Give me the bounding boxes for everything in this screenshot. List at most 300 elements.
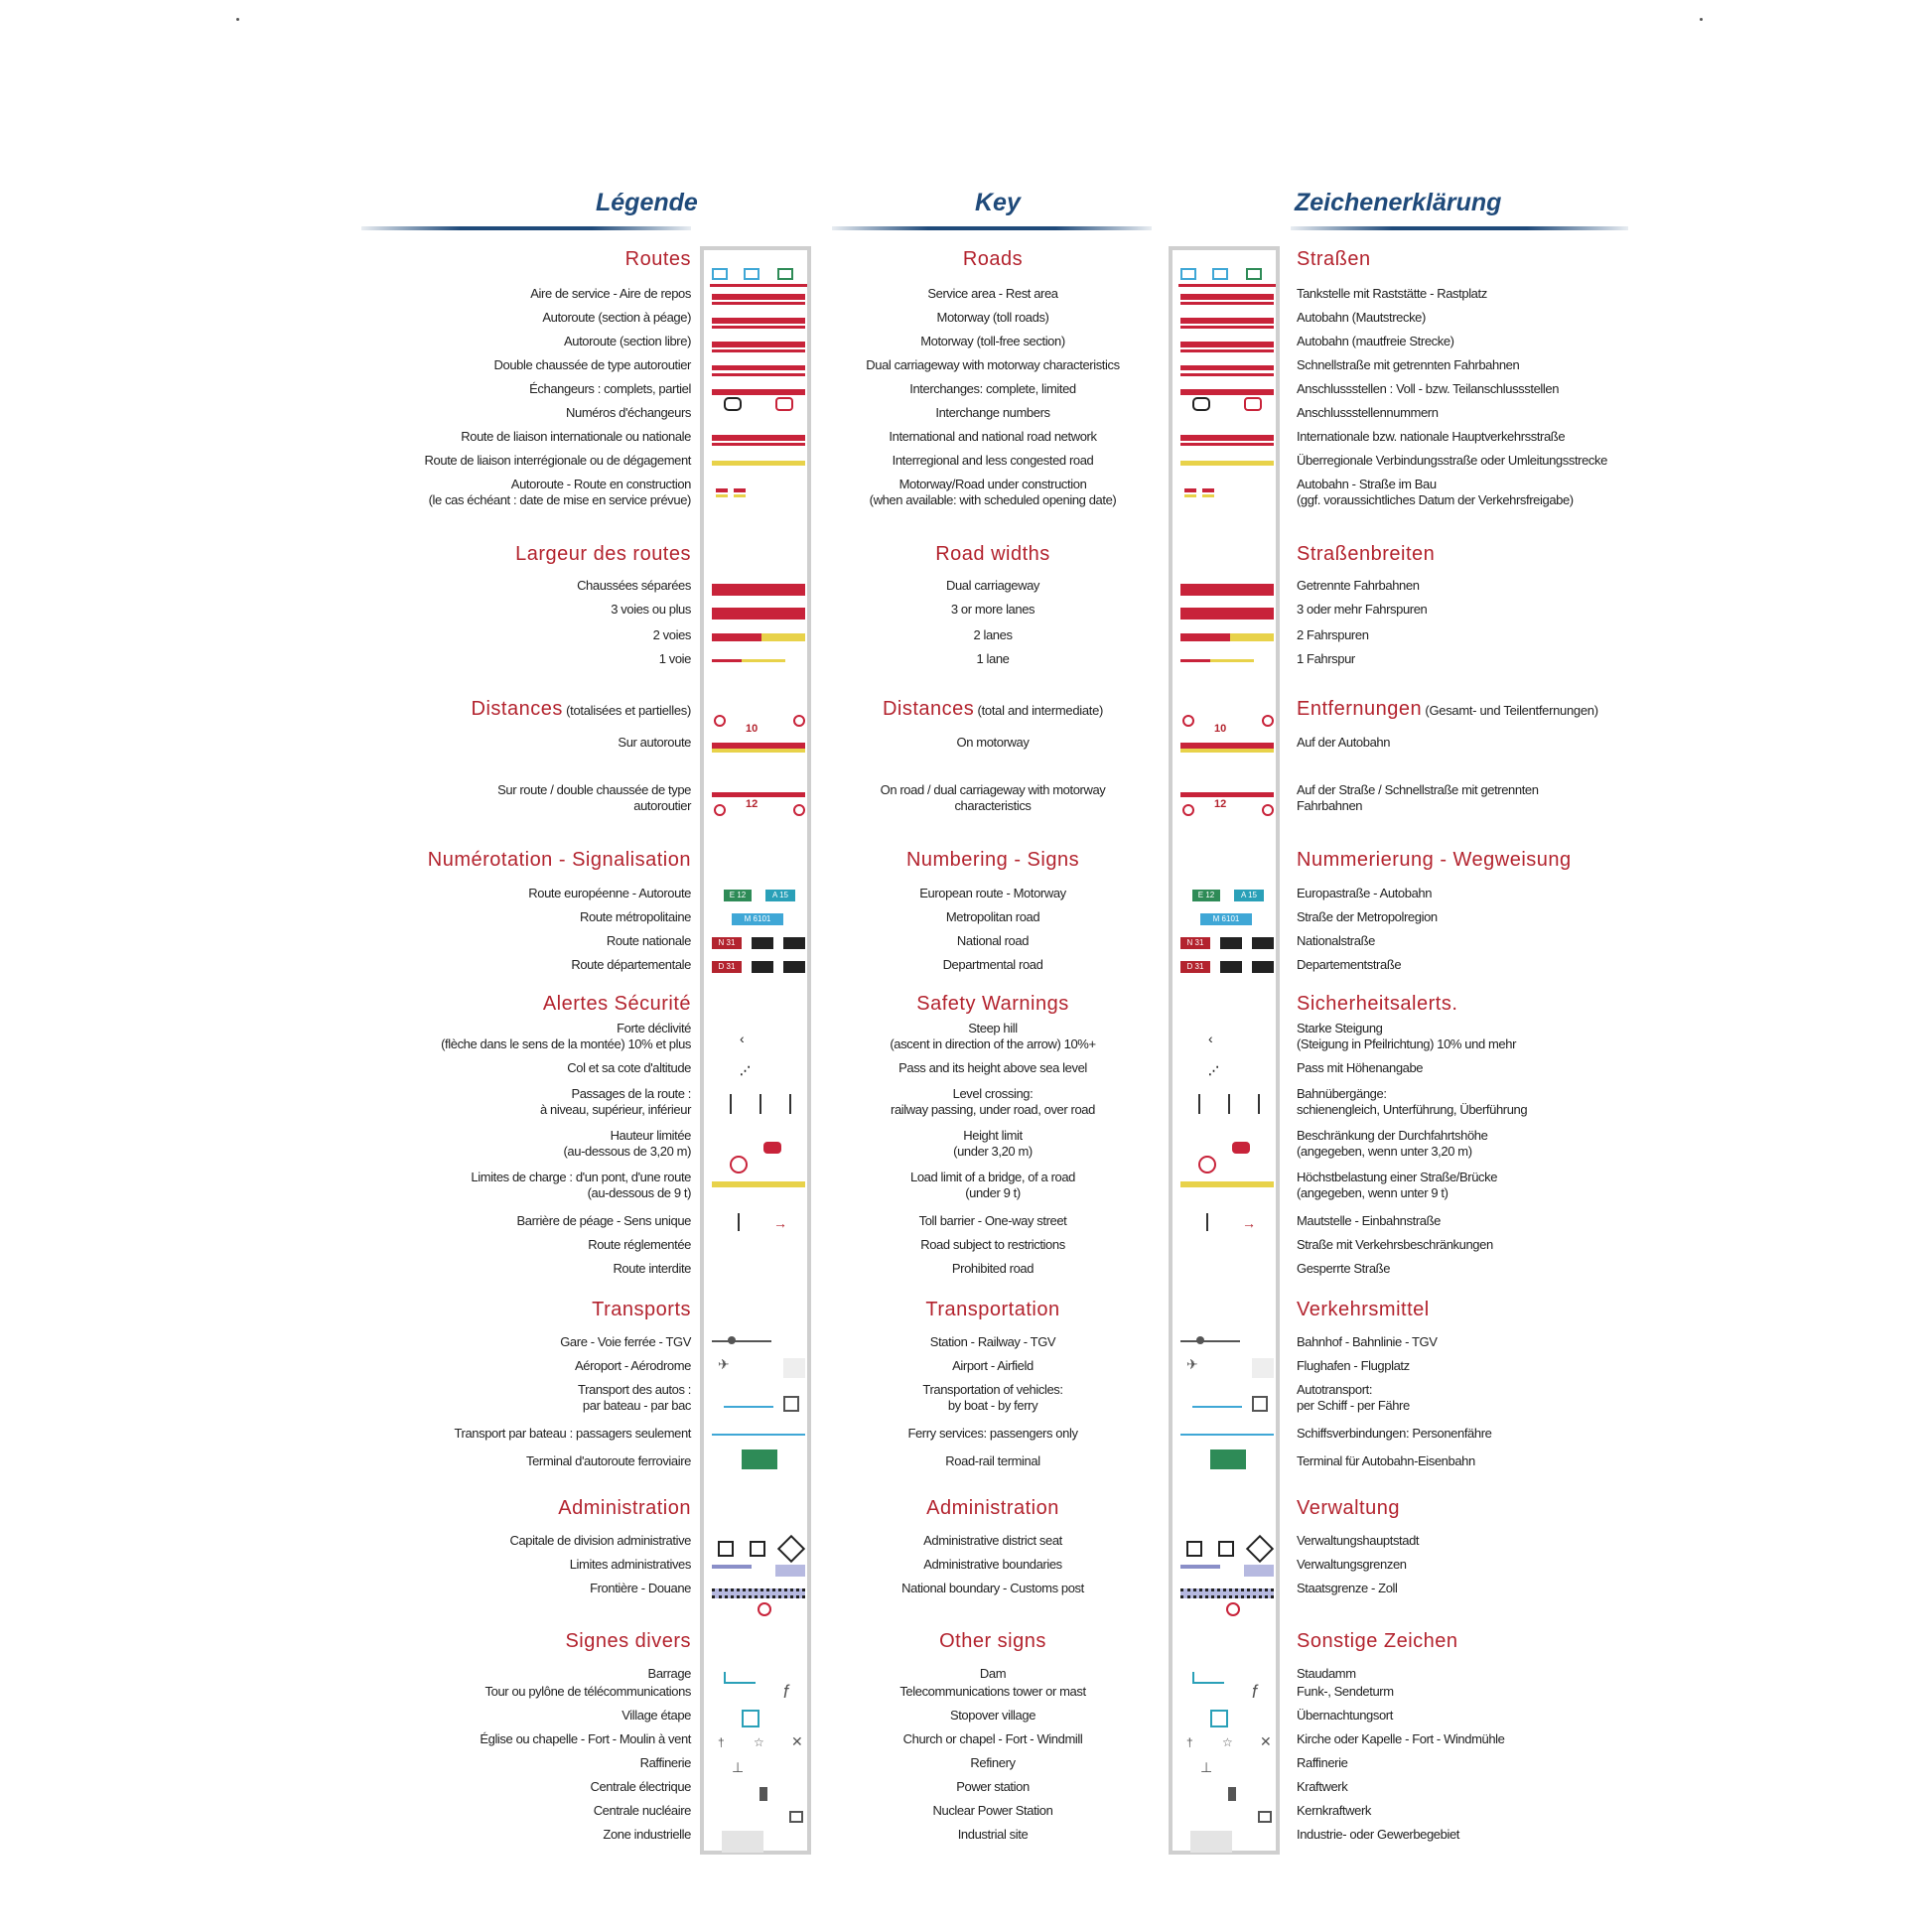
road-line <box>712 349 805 352</box>
legend-item-label: Interregional and less congested road <box>892 453 1094 468</box>
refinery-icon: ⊥ <box>732 1759 745 1775</box>
section-title <box>839 1497 1147 1520</box>
legend-item-label: Zone industrielle <box>603 1827 691 1842</box>
construction-dash <box>716 488 728 492</box>
legend-item-label: Auf der Straße / Schnellstraße mit getrennten Fahrbahnen <box>1297 782 1539 813</box>
road-number-sign: A 15 <box>765 890 795 901</box>
admin-boundary-line <box>775 1565 805 1577</box>
road-line <box>1180 326 1274 329</box>
distance-marker-icon <box>1182 804 1194 816</box>
legend-item-label: Bahnhof - Bahnlinie - TGV <box>1297 1334 1438 1349</box>
legend-item-label: Nationalstraße <box>1297 933 1375 948</box>
legend-item-label: Prohibited road <box>951 1261 1035 1276</box>
national-boundary-line <box>1180 1588 1274 1598</box>
road-width-line <box>712 633 761 641</box>
road-number-sign: D 31 <box>712 961 742 973</box>
legend-item-label: Schnellstraße mit getrennten Fahrbahnen <box>1297 357 1520 372</box>
road-line <box>712 365 805 370</box>
road-number-sign: M 6101 <box>732 913 783 925</box>
rest-area-icon <box>744 268 759 280</box>
section-title-text: Numbering - Signs <box>905 849 1080 871</box>
legend-item-label: Auf der Autobahn <box>1297 735 1391 750</box>
header-rule-french <box>361 226 691 230</box>
level-crossing-icon <box>730 1094 732 1114</box>
toll-barrier-icon <box>738 1213 740 1231</box>
legend-item-label: Departementstraße <box>1297 957 1402 972</box>
level-crossing-icon <box>759 1094 761 1114</box>
section-title-text: Administration <box>558 1497 691 1519</box>
distance-road-line <box>712 792 805 797</box>
construction-dash <box>734 494 746 497</box>
road-number-sign: E 12 <box>724 890 752 901</box>
legend-item-label: European route - Motorway <box>919 886 1066 900</box>
legend-item-label: Route interdite <box>613 1261 691 1276</box>
legend-item-label: Road subject to restrictions <box>920 1237 1065 1252</box>
section-title-text: Transports <box>592 1299 691 1320</box>
airport-icon: ✈ <box>718 1356 730 1372</box>
toll-barrier-icon <box>1206 1213 1208 1231</box>
airfield-icon <box>1252 1358 1274 1378</box>
road-number-sign <box>1252 961 1274 973</box>
railway-line <box>712 1340 771 1342</box>
section-title <box>565 1630 691 1653</box>
legend-item-label: Transportation of vehicles: by boat - by ferry <box>922 1382 1063 1413</box>
section-title-text: Verwaltung <box>1297 1497 1400 1519</box>
legend-item-label: Kirche oder Kapelle - Fort - Windmühle <box>1297 1731 1505 1746</box>
legend-item-label: Barrière de péage - Sens unique <box>516 1213 691 1228</box>
legend-item-label: Dam <box>979 1666 1007 1681</box>
distance-marker-icon <box>793 715 805 727</box>
road-number-sign <box>1252 937 1274 949</box>
legend-item-label: 2 voies <box>652 627 691 642</box>
rest-area-icon <box>1180 268 1196 280</box>
road-width-line <box>1180 584 1274 596</box>
district-seat-icon <box>1186 1541 1202 1557</box>
ferry-line <box>1192 1406 1242 1408</box>
section-title-text: Signes divers <box>565 1630 691 1652</box>
road-width-line <box>712 584 805 596</box>
legend-item-label: Limites de charge : d'un pont, d'une route (au-dessous de 9 t) <box>471 1170 691 1200</box>
road-number-sign <box>1220 937 1242 949</box>
section-note: (total and intermediate) <box>974 703 1104 718</box>
legend-item-label: Metropolitan road <box>945 909 1040 924</box>
section-title <box>839 1630 1147 1653</box>
section-title-text: Administration <box>926 1497 1059 1519</box>
legend-item-label: Mautstelle - Einbahnstraße <box>1297 1213 1441 1228</box>
stopover-village-icon <box>742 1710 759 1727</box>
road-number-sign: A 15 <box>1234 890 1264 901</box>
fort-icon: ☆ <box>1222 1735 1233 1749</box>
legend-item-label: Load limit of a bridge, of a road (under 9 t) <box>909 1170 1076 1200</box>
header-rule-german <box>1291 226 1628 230</box>
road-line <box>1180 443 1274 446</box>
legend-item-label: Überregionale Verbindungsstraße oder Umleitungsstrecke <box>1297 453 1607 468</box>
legend-item-label: Transport par bateau : passagers seulement <box>454 1426 691 1441</box>
section-title-text: Straßen <box>1297 248 1371 270</box>
legend-item-label: Limites administratives <box>569 1557 691 1572</box>
legend-item-label: 3 or more lanes <box>950 602 1035 617</box>
district-seat-icon <box>777 1535 805 1563</box>
section-title-text: Entfernungen <box>1297 698 1423 720</box>
road-width-line <box>1210 659 1254 662</box>
legend-item-label: Aire de service - Aire de repos <box>530 286 691 301</box>
road-number-sign <box>752 961 773 973</box>
station-icon <box>728 1336 736 1344</box>
legend-item-label: Funk-, Sendeturm <box>1297 1684 1394 1699</box>
legend-item-label: Power station <box>956 1779 1030 1794</box>
legend-item-label: Autoroute (section à péage) <box>542 310 691 325</box>
distance-number: 10 <box>1214 723 1227 735</box>
nuclear-station-icon <box>789 1811 803 1823</box>
construction-dash <box>1202 494 1214 497</box>
road-number-sign <box>752 937 773 949</box>
legend-item-label: On road / dual carriageway with motorway characteristics <box>880 782 1106 813</box>
legend-item-label: Height limit (under 3,20 m) <box>953 1128 1033 1159</box>
customs-post-icon <box>1226 1602 1240 1616</box>
distance-marker-icon <box>1262 804 1274 816</box>
section-title-text: Straßenbreiten <box>1297 543 1436 565</box>
section-title-text: Other signs <box>939 1630 1046 1652</box>
road-line <box>712 294 805 300</box>
district-seat-icon <box>750 1541 765 1557</box>
telecom-tower-icon: f <box>1252 1682 1258 1702</box>
road-line <box>1180 342 1274 347</box>
legend-item-label: Verwaltungsgrenzen <box>1297 1557 1407 1572</box>
airfield-icon <box>783 1358 805 1378</box>
distance-marker-icon <box>1262 715 1274 727</box>
section-title <box>625 248 691 271</box>
symbol-strip-left <box>700 246 811 1855</box>
legend-item-label: Interchanges: complete, limited <box>909 381 1076 396</box>
legend-item-label: Interchange numbers <box>935 405 1050 420</box>
section-title-text: Numérotation - Signalisation <box>427 849 691 871</box>
section-title-text: Road widths <box>935 543 1050 565</box>
legend-item-label: Höchstbelastung einer Straße/Brücke (angegeben, wenn unter 9 t) <box>1297 1170 1498 1200</box>
section-title <box>1297 698 1598 721</box>
legend-item-label: Tour ou pylône de télécommunications <box>484 1684 691 1699</box>
legend-item-label: Straße mit Verkehrsbeschränkungen <box>1297 1237 1493 1252</box>
distance-motorway-line <box>712 749 805 753</box>
legend-item-label: Chaussées séparées <box>577 578 691 593</box>
section-title-text: Transportation <box>925 1299 1060 1320</box>
rest-area-icon <box>712 268 728 280</box>
interchange-icon <box>724 397 742 411</box>
header-english: Key <box>975 189 1021 216</box>
distance-marker-icon <box>714 715 726 727</box>
fort-icon: ☆ <box>754 1735 764 1749</box>
road-number-sign: N 31 <box>1180 937 1210 949</box>
road-width-line <box>1180 633 1230 641</box>
legend-item-label: Church or chapel - Fort - Windmill <box>902 1731 1083 1746</box>
legend-item-label: Industrial site <box>957 1827 1029 1842</box>
distance-marker-icon <box>714 804 726 816</box>
legend-item-label: Aéroport - Aérodrome <box>574 1358 691 1373</box>
dam-icon <box>724 1672 756 1684</box>
road-line <box>712 318 805 324</box>
legend-item-label: Anschlussstellen : Voll - bzw. Teilanschlussstellen <box>1297 381 1560 396</box>
legend-item-label: Terminal d'autoroute ferroviaire <box>526 1453 691 1468</box>
header-french: Légende <box>596 189 698 216</box>
legend-item-label: Capitale de division administrative <box>509 1533 691 1548</box>
district-seat-icon <box>1246 1535 1274 1563</box>
legend-item-label: Ferry services: passengers only <box>907 1426 1078 1441</box>
section-title-text: Routes <box>624 248 691 270</box>
road-width-line <box>712 608 805 620</box>
legend-item-label: Raffinerie <box>639 1755 691 1770</box>
section-title <box>1297 849 1572 872</box>
legend-item-label: Route départementale <box>571 957 691 972</box>
customs-post-icon <box>758 1602 771 1616</box>
distance-marker-icon <box>793 804 805 816</box>
legend-item-label: Autobahn (Mautstrecke) <box>1297 310 1426 325</box>
road-width-line <box>761 633 805 641</box>
legend-item-label: Autobahn - Straße im Bau (ggf. voraussichtliches Datum der Verkehrsfreigabe) <box>1297 477 1574 507</box>
power-station-icon <box>759 1787 767 1801</box>
legend-item-label: Numéros d'échangeurs <box>566 405 691 420</box>
construction-dash <box>1202 488 1214 492</box>
section-title-text: Largeur des routes <box>515 543 691 565</box>
distance-motorway-line <box>1180 749 1274 753</box>
section-title-text: Sicherheitsalerts. <box>1297 993 1458 1015</box>
one-way-arrow-icon: → <box>1242 1215 1256 1231</box>
section-title <box>1297 248 1371 271</box>
interchange-icon <box>775 397 793 411</box>
legend-item-label: Stopover village <box>949 1708 1036 1723</box>
section-note: (Gesamt- und Teilentfernungen) <box>1422 703 1598 718</box>
legend-item-label: Europastraße - Autobahn <box>1297 886 1433 900</box>
distance-marker-icon <box>1182 715 1194 727</box>
legend-item-label: Internationale bzw. nationale Hauptverkehrsstraße <box>1297 429 1566 444</box>
legend-item-label: Beschränkung der Durchfahrtshöhe (angegeben, wenn unter 3,20 m) <box>1297 1128 1488 1159</box>
interregional-road-line <box>712 461 805 466</box>
legend-item-label: Centrale nucléaire <box>593 1803 691 1818</box>
legend-item-label: Telecommunications tower or mast <box>899 1684 1086 1699</box>
legend-item-label: Échangeurs : complets, partiel <box>529 381 691 396</box>
legend-item-label: Kernkraftwerk <box>1297 1803 1371 1818</box>
legend-item-label: Administrative district seat <box>923 1533 1062 1548</box>
section-title <box>839 248 1147 271</box>
construction-dash <box>716 494 728 497</box>
legend-item-label: Staatsgrenze - Zoll <box>1297 1581 1398 1595</box>
legend-item-label: Col et sa cote d'altitude <box>567 1060 691 1075</box>
legend-item-label: Refinery <box>970 1755 1016 1770</box>
church-icon: † <box>718 1735 725 1749</box>
telecom-tower-icon: f <box>783 1682 789 1702</box>
legend-item-label: Tankstelle mit Raststätte - Rastplatz <box>1297 286 1487 301</box>
one-way-arrow-icon: → <box>773 1215 787 1231</box>
road-width-line <box>1180 608 1274 620</box>
road-line <box>712 326 805 329</box>
road-number-sign: D 31 <box>1180 961 1210 973</box>
admin-boundary-line <box>1244 1565 1274 1577</box>
section-title-text: Distances <box>471 698 563 720</box>
windmill-icon: ✕ <box>1260 1733 1272 1749</box>
load-limit-icon <box>1232 1142 1250 1154</box>
steep-hill-icon: ‹ <box>740 1031 745 1046</box>
ferry-line <box>724 1406 773 1408</box>
section-title <box>428 849 691 872</box>
passenger-ferry-line <box>1180 1434 1274 1436</box>
legend-item-label: Motorway (toll-free section) <box>920 334 1065 348</box>
restricted-road-line <box>1180 1181 1274 1187</box>
legend-item-label: 3 voies ou plus <box>611 602 691 617</box>
nuclear-station-icon <box>1258 1811 1272 1823</box>
legend-item-label: Transport des autos : par bateau - par bac <box>578 1382 691 1413</box>
distance-number: 10 <box>746 723 759 735</box>
section-title <box>558 1497 691 1520</box>
stopover-village-icon <box>1210 1710 1228 1727</box>
section-title <box>839 543 1147 566</box>
power-station-icon <box>1228 1787 1236 1801</box>
legend-item-label: Steep hill (ascent in direction of the arrow) 10%+ <box>890 1021 1096 1051</box>
legend-item-label: Route européenne - Autoroute <box>528 886 691 900</box>
legend-item-label: 2 Fahrspuren <box>1297 627 1369 642</box>
legend-item-label: Pass and its height above sea level <box>898 1060 1087 1075</box>
road-number-sign <box>783 961 805 973</box>
road-rail-terminal-icon <box>742 1449 777 1469</box>
legend-item-label: Toll barrier - One-way street <box>918 1213 1067 1228</box>
road-line <box>712 435 805 441</box>
legend-item-label: Centrale électrique <box>590 1779 691 1794</box>
section-title-text: Distances <box>882 698 975 720</box>
level-crossing-icon <box>1258 1094 1260 1114</box>
rest-area-icon <box>1246 268 1262 280</box>
legend-item-label: Flughafen - Flugplatz <box>1297 1358 1410 1373</box>
legend-item-label: Hauteur limitée (au-dessous de 3,20 m) <box>563 1128 691 1159</box>
section-title <box>839 1299 1147 1321</box>
road-line <box>712 302 805 305</box>
legend-item-label: Anschlussstellennummern <box>1297 405 1439 420</box>
legend-item-label: Dual carriageway with motorway characteristics <box>866 357 1120 372</box>
legend-item-label: Gesperrte Straße <box>1297 1261 1391 1276</box>
section-title-text: Verkehrsmittel <box>1297 1299 1430 1320</box>
airport-icon: ✈ <box>1186 1356 1198 1372</box>
legend-item-label: Departmental road <box>942 957 1043 972</box>
legend-item-label: 1 voie <box>658 651 691 666</box>
railway-line <box>1180 1340 1240 1342</box>
legend-item-label: Autotransport: per Schiff - per Fähre <box>1297 1382 1410 1413</box>
height-limit-icon <box>730 1156 748 1173</box>
legend-item-label: Route nationale <box>606 933 691 948</box>
road-number-sign: M 6101 <box>1200 913 1252 925</box>
legend-item-label: Sur autoroute <box>618 735 691 750</box>
section-note: (totalisées et partielles) <box>562 703 691 718</box>
legend-item-label: Frontière - Douane <box>590 1581 691 1595</box>
legend-item-label: Raffinerie <box>1297 1755 1348 1770</box>
legend-item-label: Route réglementée <box>588 1237 691 1252</box>
legend-item-label: 2 lanes <box>973 627 1013 642</box>
steep-hill-icon: ‹ <box>1208 1031 1213 1046</box>
corner-mark <box>236 18 239 21</box>
legend-item-label: National boundary - Customs post <box>901 1581 1084 1595</box>
restricted-road-line <box>712 1181 805 1187</box>
legend-item-label: Motorway/Road under construction (when available: with scheduled opening date) <box>869 477 1117 507</box>
corner-mark <box>1700 18 1703 21</box>
legend-item-label: Route de liaison interrégionale ou de dégagement <box>424 453 691 468</box>
legend-item-label: Airport - Airfield <box>952 1358 1034 1373</box>
legend-item-label: Pass mit Höhenangabe <box>1297 1060 1424 1075</box>
section-title <box>1297 1299 1430 1321</box>
section-title <box>543 993 691 1016</box>
section-title <box>592 1299 691 1321</box>
road-number-sign: N 31 <box>712 937 742 949</box>
legend-item-label: Gare - Voie ferrée - TGV <box>560 1334 691 1349</box>
section-title <box>839 993 1147 1016</box>
section-title <box>1297 1497 1400 1520</box>
legend-item-label: Terminal für Autobahn-Eisenbahn <box>1297 1453 1475 1468</box>
legend-item-label: Nuclear Power Station <box>932 1803 1053 1818</box>
admin-boundary-line <box>1180 1565 1220 1569</box>
legend-item-label: Staudamm <box>1297 1666 1356 1681</box>
district-seat-icon <box>718 1541 734 1557</box>
header-german: Zeichenerklärung <box>1295 189 1502 216</box>
district-seat-icon <box>1218 1541 1234 1557</box>
church-icon: † <box>1186 1735 1193 1749</box>
legend-item-label: Starke Steigung (Steigung in Pfeilrichtung) 10% und mehr <box>1297 1021 1517 1051</box>
road-line <box>1180 302 1274 305</box>
legend-item-label: Autoroute (section libre) <box>563 334 691 348</box>
car-ferry-icon <box>1252 1396 1268 1412</box>
section-title-text: Roads <box>962 248 1024 270</box>
distance-number: 12 <box>746 798 759 810</box>
legend-item-label: Level crossing: railway passing, under road, over road <box>891 1086 1095 1117</box>
section-title <box>839 698 1147 721</box>
section-title <box>515 543 691 566</box>
section-title <box>472 698 692 721</box>
legend-item-label: Double chaussée de type autoroutier <box>493 357 691 372</box>
section-title-text: Alertes Sécurité <box>542 993 691 1015</box>
legend-item-label: Getrennte Fahrbahnen <box>1297 578 1420 593</box>
section-title <box>1297 543 1435 566</box>
road-line <box>712 443 805 446</box>
symbol-strip-right <box>1169 246 1280 1855</box>
legend-item-label: Übernachtungsort <box>1297 1708 1393 1723</box>
admin-boundary-line <box>712 1565 752 1569</box>
legend-item-label: 3 oder mehr Fahrspuren <box>1297 602 1428 617</box>
legend-item-label: Forte déclivité (flèche dans le sens de la montée) 10% et plus <box>441 1021 691 1051</box>
legend-item-label: Bahnübergänge: schienengleich, Unterführung, Überführung <box>1297 1086 1528 1117</box>
pass-icon: ⋰ <box>740 1065 751 1077</box>
dam-icon <box>1192 1672 1224 1684</box>
pass-icon: ⋰ <box>1208 1065 1219 1077</box>
legend-item-label: Sur route / double chaussée de type autoroutier <box>497 782 691 813</box>
road-line <box>1180 318 1274 324</box>
legend-item-label: Industrie- oder Gewerbegebiet <box>1297 1827 1460 1842</box>
windmill-icon: ✕ <box>791 1733 803 1749</box>
section-title-text: Nummerierung - Wegweisung <box>1297 849 1572 871</box>
station-icon <box>1196 1336 1204 1344</box>
road-line <box>712 373 805 376</box>
road-line <box>1180 349 1274 352</box>
legend-item-label: Verwaltungshauptstadt <box>1297 1533 1420 1548</box>
road-width-line <box>1180 659 1210 662</box>
legend-item-label: 1 Fahrspur <box>1297 651 1355 666</box>
road-number-sign: E 12 <box>1192 890 1220 901</box>
road-width-line <box>742 659 785 662</box>
road-rail-terminal-icon <box>1210 1449 1246 1469</box>
header-rule-english <box>832 226 1152 230</box>
construction-dash <box>1184 488 1196 492</box>
road-width-line <box>712 659 742 662</box>
legend-item-label: Village étape <box>621 1708 691 1723</box>
rest-area-icon <box>777 268 793 280</box>
legend-item-label: International and national road network <box>889 429 1097 444</box>
legend-item-label: Dual carriageway <box>945 578 1040 593</box>
section-title <box>839 849 1147 872</box>
road-number-sign <box>783 937 805 949</box>
legend-item-label: On motorway <box>956 735 1030 750</box>
refinery-icon: ⊥ <box>1200 1759 1213 1775</box>
